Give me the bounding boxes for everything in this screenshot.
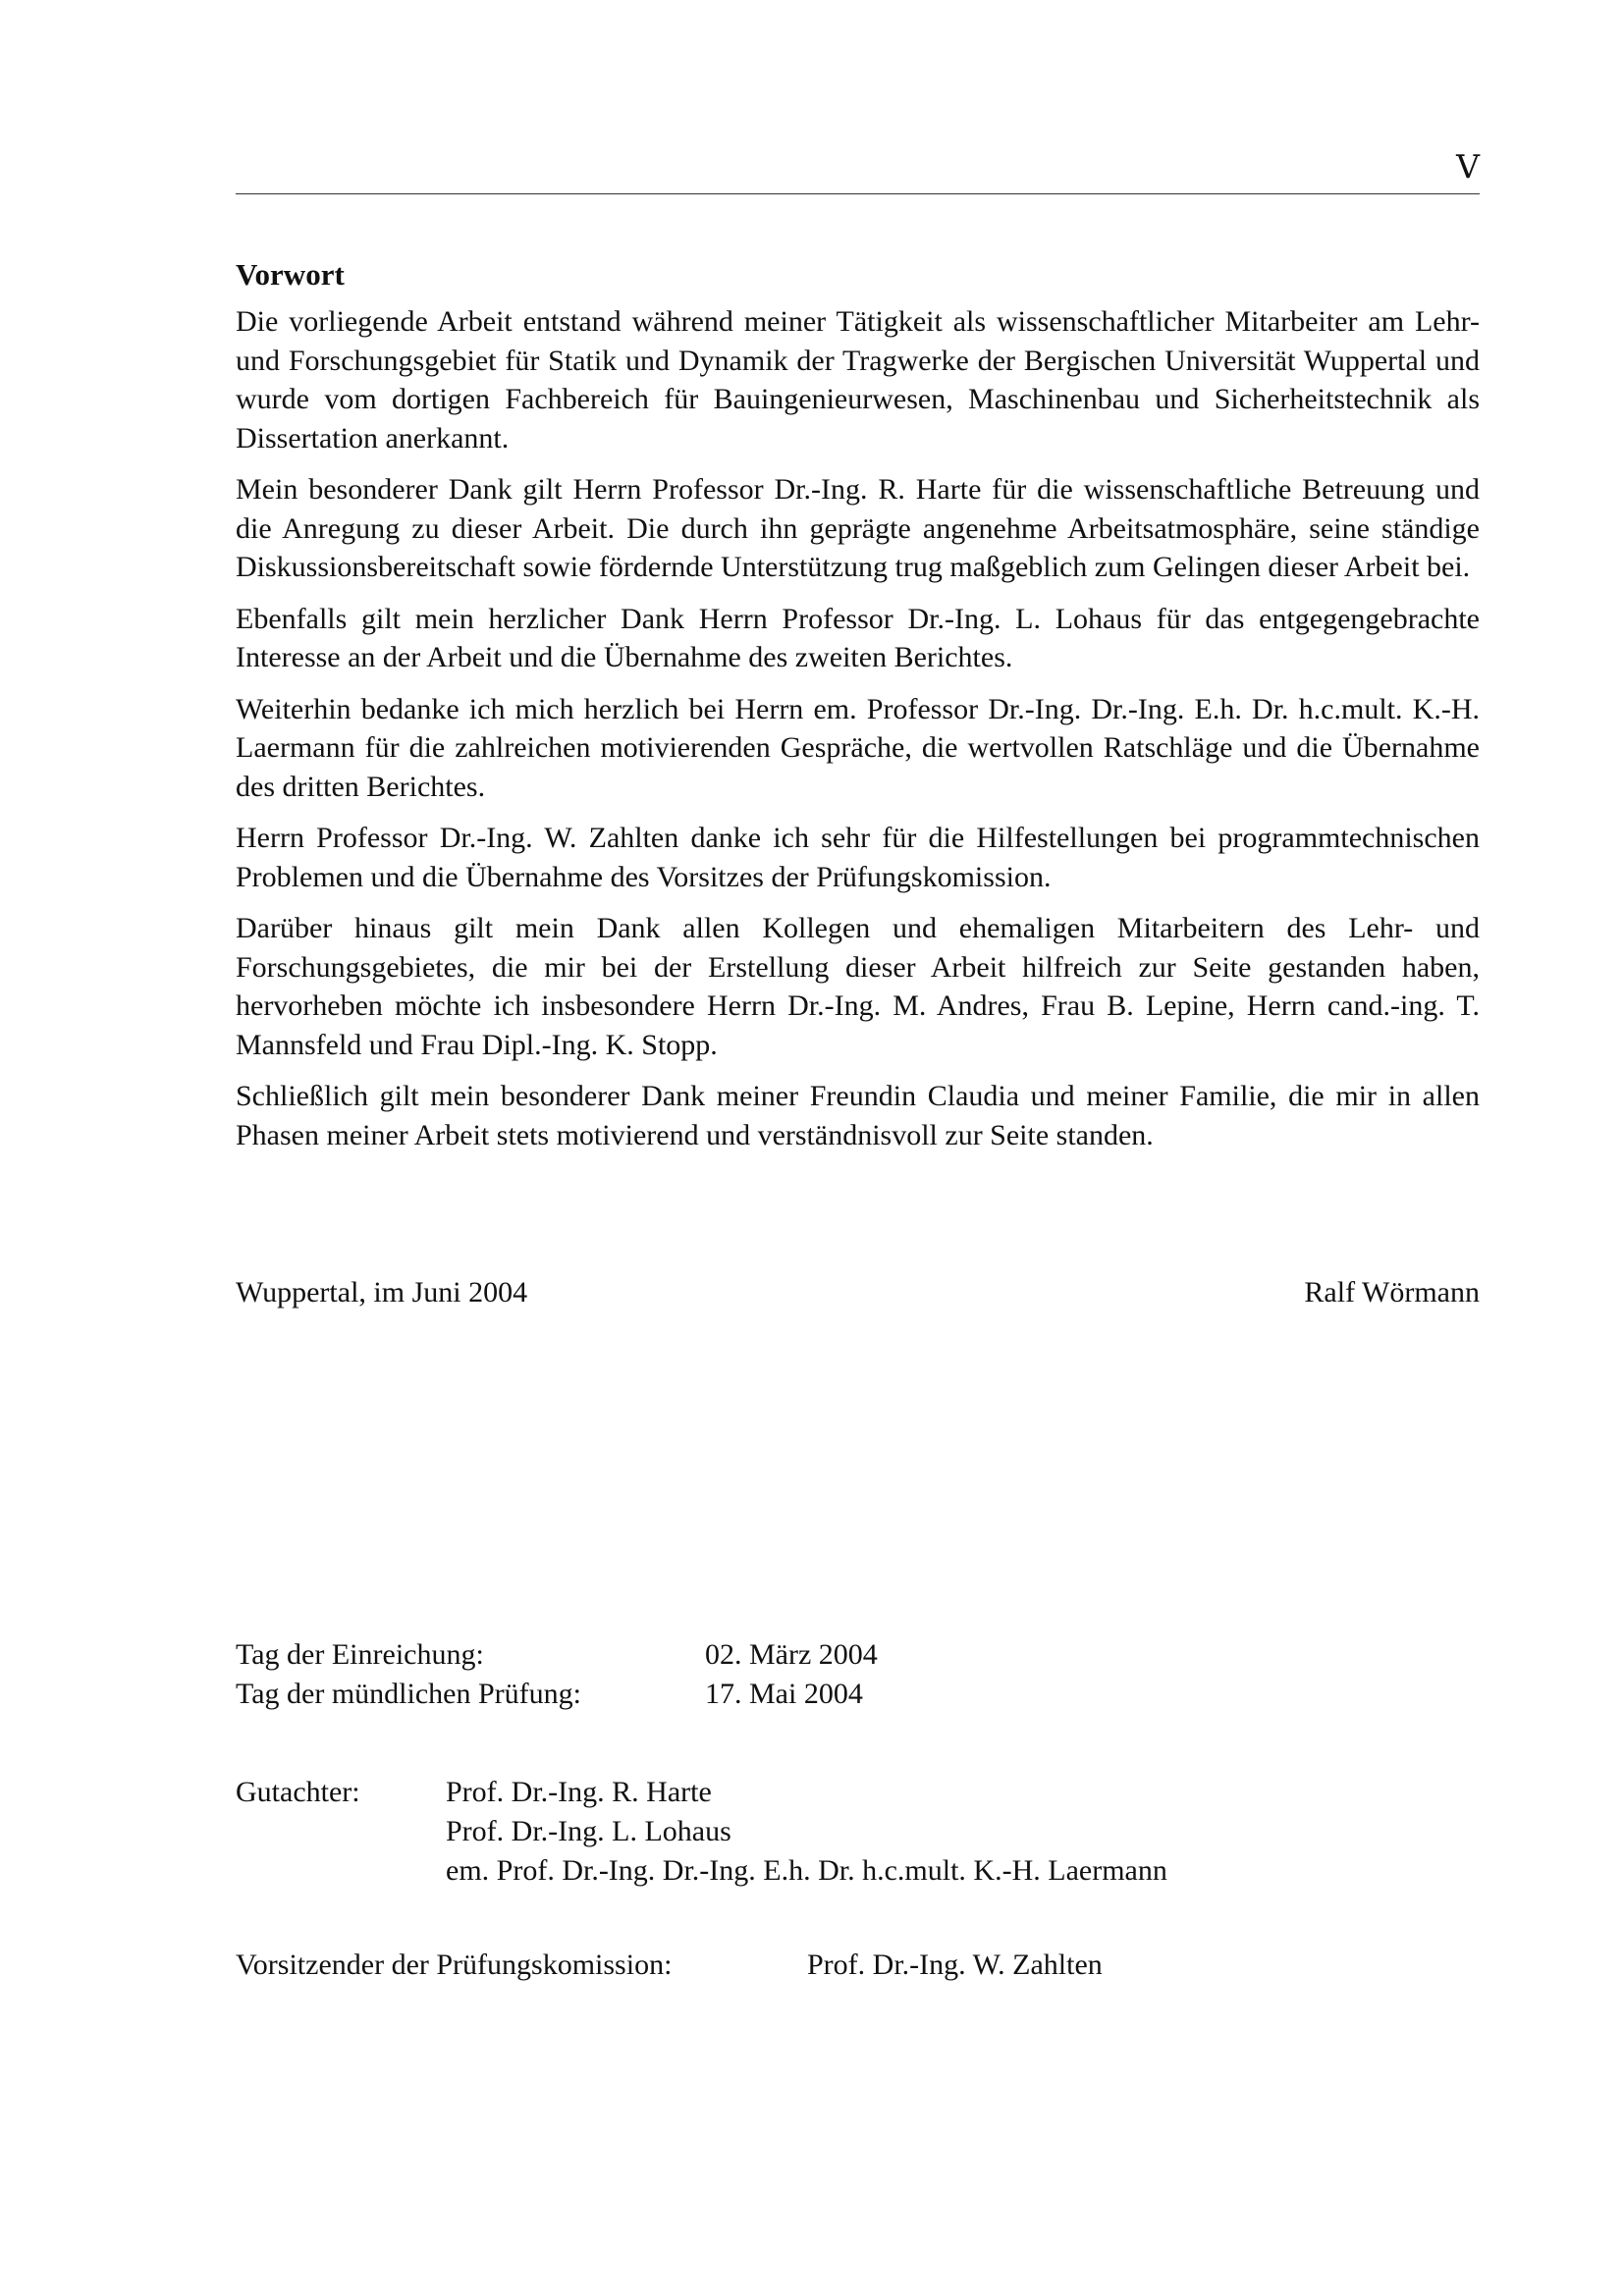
author-name: Ralf Wörmann <box>1304 1276 1480 1308</box>
place-date: Wuppertal, im Juni 2004 <box>236 1276 528 1308</box>
reviewer-list <box>446 1773 1167 1891</box>
preface-paragraph: Darüber hinaus gilt mein Dank allen Kollegen und ehemaligen Mitarbeitern des Lehr- und Forschungsgebietes, die mir bei der Erstellung dieser Arbeit hilfreich zur Seite gestanden haben, hervorheben möchte ich insbesondere Herrn Dr.-Ing. M. Andres, Frau B. Lepine, Herrn cand.-ing. T. Mannsfeld und Frau Dipl.-Ing. K. Stopp. <box>236 912 1480 1061</box>
preface-section <box>236 257 1480 1167</box>
chair-name: Prof. Dr.-Ing. W. Zahlten <box>807 1949 1103 1981</box>
reviewer-item: em. Prof. Dr.-Ing. Dr.-Ing. E.h. Dr. h.c.mult. K.-H. Laermann <box>446 1854 1167 1887</box>
signoff <box>236 1276 1480 1309</box>
oral-exam-label: Tag der mündlichen Prüfung: <box>236 1678 581 1710</box>
header-rule <box>236 193 1480 194</box>
oral-exam-date: 17. Mai 2004 <box>705 1678 863 1710</box>
reviewer-item: Prof. Dr.-Ing. R. Harte <box>446 1776 712 1808</box>
preface-title: Vorwort <box>236 257 345 292</box>
exam-chair <box>236 1946 1103 1985</box>
reviewers <box>236 1773 1167 1891</box>
submission-row <box>236 1635 878 1675</box>
reviewer-item: Prof. Dr.-Ing. L. Lohaus <box>446 1815 731 1847</box>
oral-exam-row <box>236 1675 878 1714</box>
preface-paragraph: Ebenfalls gilt mein herzlicher Dank Herrn Professor Dr.-Ing. L. Lohaus für das entgegengebrachte Interesse an der Arbeit und die Übernahme des zweiten Berichtes. <box>236 602 1480 673</box>
exam-dates <box>236 1635 878 1714</box>
preface-paragraph: Die vorliegende Arbeit entstand während meiner Tätigkeit als wissenschaftlicher Mitarbeiter am Lehr- und Forschungsgebiet für Statik und Dynamik der Tragwerke der Bergischen Universität Wuppertal und wurde vom dortigen Fachbereich für Bauingenieurwesen, Maschinenbau und Sicherheitstechnik als Dissertation anerkannt. <box>236 305 1480 454</box>
preface-paragraph: Mein besonderer Dank gilt Herrn Professor Dr.-Ing. R. Harte für die wissenschaftliche Betreuung und die Anregung zu dieser Arbeit. Die durch ihn geprägte angenehme Arbeitsatmosphäre, seine ständige Diskussionsbereitschaft sowie fördernde Unterstützung trug maßgeblich zum Gelingen dieser Arbeit bei. <box>236 473 1480 583</box>
submission-label: Tag der Einreichung: <box>236 1638 484 1671</box>
submission-date: 02. März 2004 <box>705 1638 878 1671</box>
preface-paragraph: Herrn Professor Dr.-Ing. W. Zahlten danke ich sehr für die Hilfestellungen bei programmtechnischen Problemen und die Übernahme des Vorsitzes der Prüfungskomission. <box>236 822 1480 893</box>
preface-paragraph: Schließlich gilt mein besonderer Dank meiner Freundin Claudia und meiner Familie, die mir in allen Phasen meiner Arbeit stets motivierend und verständnisvoll zur Seite standen. <box>236 1080 1480 1151</box>
reviewers-label: Gutachter: <box>236 1776 360 1808</box>
chair-label: Vorsitzender der Prüfungskomission: <box>236 1949 673 1981</box>
page-number: V <box>1456 147 1480 186</box>
preface-paragraph: Weiterhin bedanke ich mich herzlich bei Herrn em. Professor Dr.-Ing. Dr.-Ing. E.h. Dr. h.c.mult. K.-H. Laermann für die zahlreichen motivierenden Gespräche, die wertvollen Ratschläge und die Übernahme des dritten Berichtes. <box>236 692 1480 803</box>
